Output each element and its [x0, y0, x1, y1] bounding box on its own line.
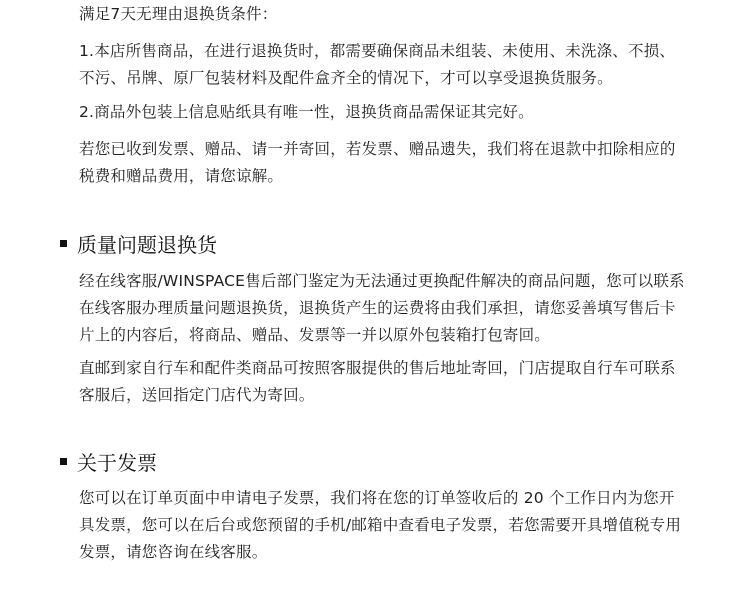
quality-para-1: 经在线客服/WINSPACE售后部门鉴定为无法通过更换配件解决的商品问题，您可以联系在线客服办理质量问题退换货，退换货产生的运费将由我们承担，请您妥善填写售后卡片上的内容后，将商品、赠品、发票等一并以原外包装箱打包寄回。 [79, 272, 685, 344]
invoice-heading-text: 关于发票 [77, 450, 157, 475]
invoice-section-heading [60, 446, 157, 476]
rule-1: 1.本店所售商品，在进行退换货时，都需要确保商品未组装、未使用、未洗涤、不损、不污、吊牌、原厂包装材料及配件盒齐全的情况下，才可以享受退换货服务。 [79, 42, 676, 87]
quality-heading-text: 质量问题退换货 [77, 232, 217, 257]
square-bullet-icon [60, 458, 67, 465]
invoice-para-1: 您可以在订单页面中申请电子发票，我们将在您的订单签收后的 20 个工作日内为您开具发票，您可以在后台或您预留的手机/邮箱中查看电子发票，若您需要开具增值税专用发票，请您咨询在线客服。 [79, 489, 682, 561]
square-bullet-icon [60, 240, 67, 247]
quality-para-2: 直邮到家自行车和配件类商品可按照客服提供的售后地址寄回，门店提取自行车可联系客服后，送回指定门店代为寄回。 [79, 359, 676, 404]
gift-note: 若您已收到发票、赠品、请一并寄回，若发票、赠品遗失，我们将在退款中扣除相应的税费和赠品费用，请您谅解。 [79, 140, 676, 185]
conditions-title: 满足7天无理由退换货条件： [79, 5, 278, 23]
quality-section-heading [60, 228, 217, 258]
rule-2: 2.商品外包装上信息贴纸具有唯一性，退换货商品需保证其完好。 [79, 103, 534, 121]
